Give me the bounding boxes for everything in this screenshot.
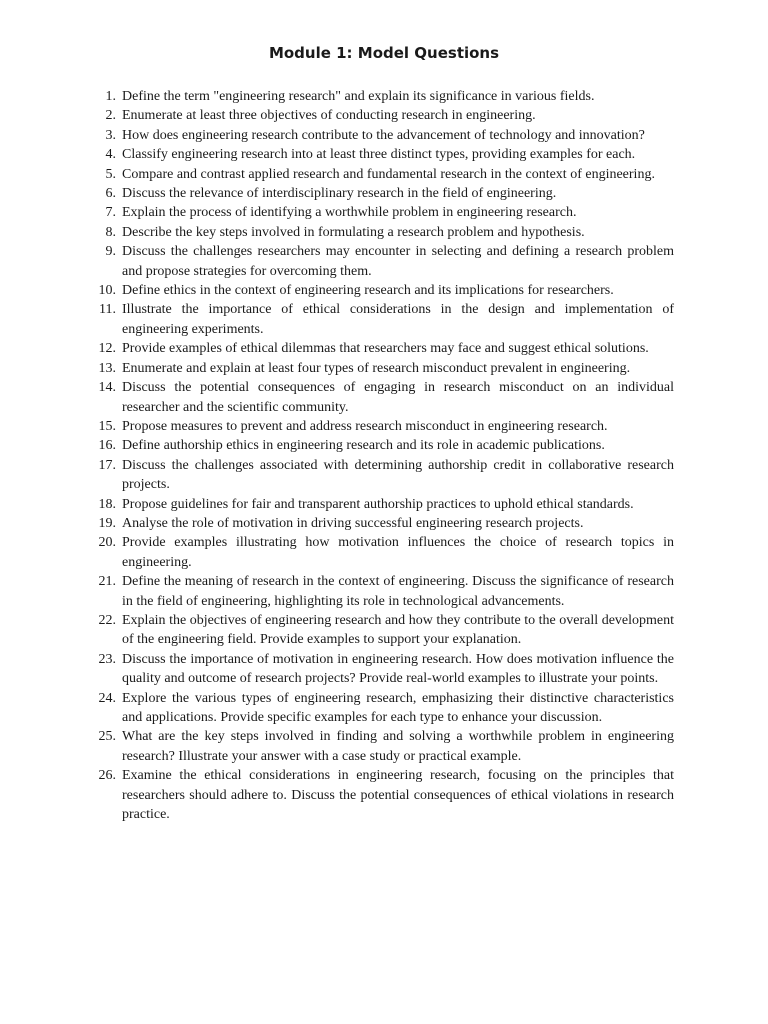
question-number: 20.	[98, 535, 116, 551]
question-item	[86, 203, 674, 222]
question-number: 6.	[105, 186, 116, 202]
question-item	[86, 87, 674, 106]
question-item	[86, 359, 674, 378]
question-text: What are the key steps involved in finding and solving a worthwhile problem in engineering research? Illustrate your answer with a case study or practical example.	[122, 729, 674, 764]
question-item	[86, 689, 674, 728]
question-text: Explore the various types of engineering research, emphasizing their distinctive characteristics and applications. Provide specific examples for each type to enhance your discussion.	[122, 690, 674, 725]
question-item	[86, 300, 674, 339]
question-text: Examine the ethical considerations in engineering research, focusing on the principles that researchers should adhere to. Discuss the potential consequences of ethical violations in research practice.	[122, 768, 674, 823]
question-item	[86, 145, 674, 164]
question-text: Enumerate at least three objectives of conducting research in engineering.	[122, 108, 536, 124]
question-text: Explain the process of identifying a worthwhile problem in engineering research.	[122, 205, 577, 221]
question-number: 5.	[105, 166, 116, 182]
question-text: Define authorship ethics in engineering research and its role in academic publications.	[122, 438, 605, 454]
question-number: 22.	[98, 612, 116, 628]
question-number: 21.	[98, 574, 116, 590]
question-item	[86, 126, 674, 145]
question-text: Analyse the role of motivation in driving successful engineering research projects.	[122, 515, 584, 531]
question-item	[86, 766, 674, 824]
question-item	[86, 495, 674, 514]
question-item	[86, 572, 674, 611]
question-text: Discuss the challenges associated with determining authorship credit in collaborative research projects.	[122, 457, 674, 493]
question-text: Define the meaning of research in the context of engineering. Discuss the significance of research in the field of engineering, highlighting its role in technological advancements.	[122, 574, 674, 609]
question-number: 7.	[105, 205, 116, 221]
question-number: 24.	[98, 690, 116, 706]
question-number: 4.	[105, 147, 116, 163]
question-text: Provide examples illustrating how motivation influences the choice of research topics in engineering.	[122, 535, 674, 570]
question-number: 8.	[105, 224, 116, 240]
question-item	[86, 281, 674, 300]
question-number: 2.	[105, 108, 116, 124]
question-item	[86, 184, 674, 203]
question-number: 16.	[98, 438, 116, 454]
question-number: 15.	[98, 418, 116, 434]
question-number: 12.	[98, 341, 116, 357]
question-item	[86, 339, 674, 358]
question-item	[86, 436, 674, 455]
question-text: Propose measures to prevent and address research misconduct in engineering research.	[122, 418, 608, 434]
question-text: Explain the objectives of engineering research and how they contribute to the overall development of the engineering field. Provide examples to support your explanation.	[122, 612, 674, 648]
question-number: 10.	[98, 283, 116, 299]
question-number: 1.	[105, 89, 116, 104]
question-item	[86, 533, 674, 572]
question-text: Illustrate the importance of ethical considerations in the design and implementation of engineering experiments.	[122, 302, 674, 337]
question-item	[86, 165, 674, 184]
question-text: Compare and contrast applied research and fundamental research in the context of engineering.	[122, 166, 655, 182]
question-number: 18.	[98, 496, 116, 512]
question-item	[86, 650, 674, 689]
question-text: How does engineering research contribute to the advancement of technology and innovation?	[122, 127, 645, 143]
question-item	[86, 378, 674, 417]
question-list	[86, 87, 674, 824]
question-text: Discuss the importance of motivation in engineering research. How does motivation influence the quality and outcome of research projects? Provide real-world examples to illustrate your points.	[122, 651, 674, 687]
question-item	[86, 223, 674, 242]
question-text: Discuss the relevance of interdisciplinary research in the field of engineering.	[122, 186, 557, 202]
question-number: 25.	[98, 729, 116, 745]
question-text: Provide examples of ethical dilemmas that researchers may face and suggest ethical solutions.	[122, 341, 649, 357]
question-number: 3.	[105, 127, 116, 143]
question-text: Classify engineering research into at least three distinct types, providing examples for each.	[122, 147, 636, 163]
question-item	[86, 514, 674, 533]
question-number: 9.	[105, 244, 116, 260]
question-item	[86, 727, 674, 766]
question-number: 23.	[98, 651, 116, 667]
question-item	[86, 106, 674, 125]
question-number: 17.	[98, 457, 116, 473]
question-number: 26.	[98, 768, 116, 784]
question-item	[86, 611, 674, 650]
question-text: Propose guidelines for fair and transparent authorship practices to uphold ethical standards.	[122, 496, 634, 512]
question-item	[86, 242, 674, 281]
question-number: 13.	[98, 360, 116, 376]
question-text: Define ethics in the context of engineering research and its implications for researchers.	[122, 283, 614, 299]
page-title: Module 1: Model Questions	[268, 44, 500, 62]
question-number: 19.	[98, 515, 116, 531]
question-text: Define the term "engineering research" and explain its significance in various fields.	[122, 89, 595, 104]
question-number: 14.	[98, 380, 116, 396]
question-item	[86, 456, 674, 495]
question-text: Discuss the potential consequences of engaging in research misconduct on an individual researcher and the scientific community.	[122, 380, 674, 415]
question-text: Discuss the challenges researchers may encounter in selecting and defining a research problem and propose strategies for overcoming them.	[122, 244, 674, 279]
question-number: 11.	[99, 302, 116, 318]
question-text: Describe the key steps involved in formulating a research problem and hypothesis.	[122, 224, 585, 240]
question-item	[86, 417, 674, 436]
question-text: Enumerate and explain at least four types of research misconduct prevalent in engineering.	[122, 360, 631, 376]
